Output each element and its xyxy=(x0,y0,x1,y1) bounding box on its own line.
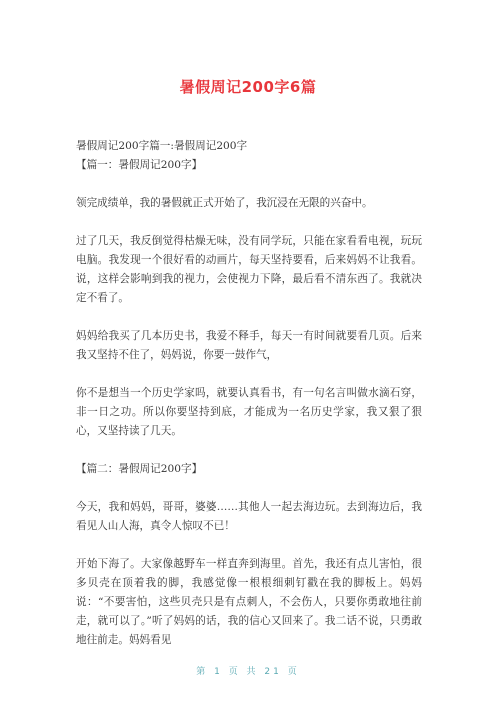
paragraph: 妈妈给我买了几本历史书，我爱不释手，每天一有时间就要看几页。后来我又坚持不住了，妈妈说，你要一鼓作气， xyxy=(76,330,422,361)
paragraph: 你不是想当一个历史学家吗，就要认真看书，有一句名言叫做水滴石穿，非一日之功。所以你要坚持到底，才能成为一名历史学家，我又狠了狠心，又坚持读了几天。 xyxy=(76,387,422,437)
paragraph: 过了几天，我反倒觉得枯燥无味，没有同学玩，只能在家看看电视，玩玩电脑。我发现一个很好看的动画片，每天坚持要看，后来妈妈不让我看。说，这样会影响到我的视力，会使视力下降，最后看不清东西了。我就决定不看了。 xyxy=(76,235,422,304)
section2-heading: 【篇二：暑假周记200字】 xyxy=(76,463,203,475)
paragraph: 领完成绩单，我的暑假就正式开始了，我沉浸在无限的兴奋中。 xyxy=(76,197,373,209)
section1-heading: 【篇一：暑假周记200字】 xyxy=(76,159,203,171)
paragraph: 开始下海了。大家像越野车一样直奔到海里。首先，我还有点儿害怕，很多贝壳在顶着我的脚，我感觉像一根根细刺钉戳在我的脚板上。妈妈说：“不要害怕，这些贝壳只是有点刺人，不会伤人，只要你勇敢地往前走，就可以了。”听了妈妈的话，我的信心又回来了。我二话不说，只勇敢地往前走。妈妈看见 xyxy=(76,558,422,646)
intro-line: 暑假周记200字篇一:暑假周记200字 xyxy=(76,140,248,152)
document-body xyxy=(76,137,422,650)
paragraph: 今天，我和妈妈，哥哥，婆婆……其他人一起去海边玩。去到海边后，我看见人山人海，真令人惊叹不已！ xyxy=(76,501,422,532)
document-title: 暑假周记200字6篇 xyxy=(179,78,317,96)
page-number: 第 1 页 共 21 页 xyxy=(196,667,300,677)
